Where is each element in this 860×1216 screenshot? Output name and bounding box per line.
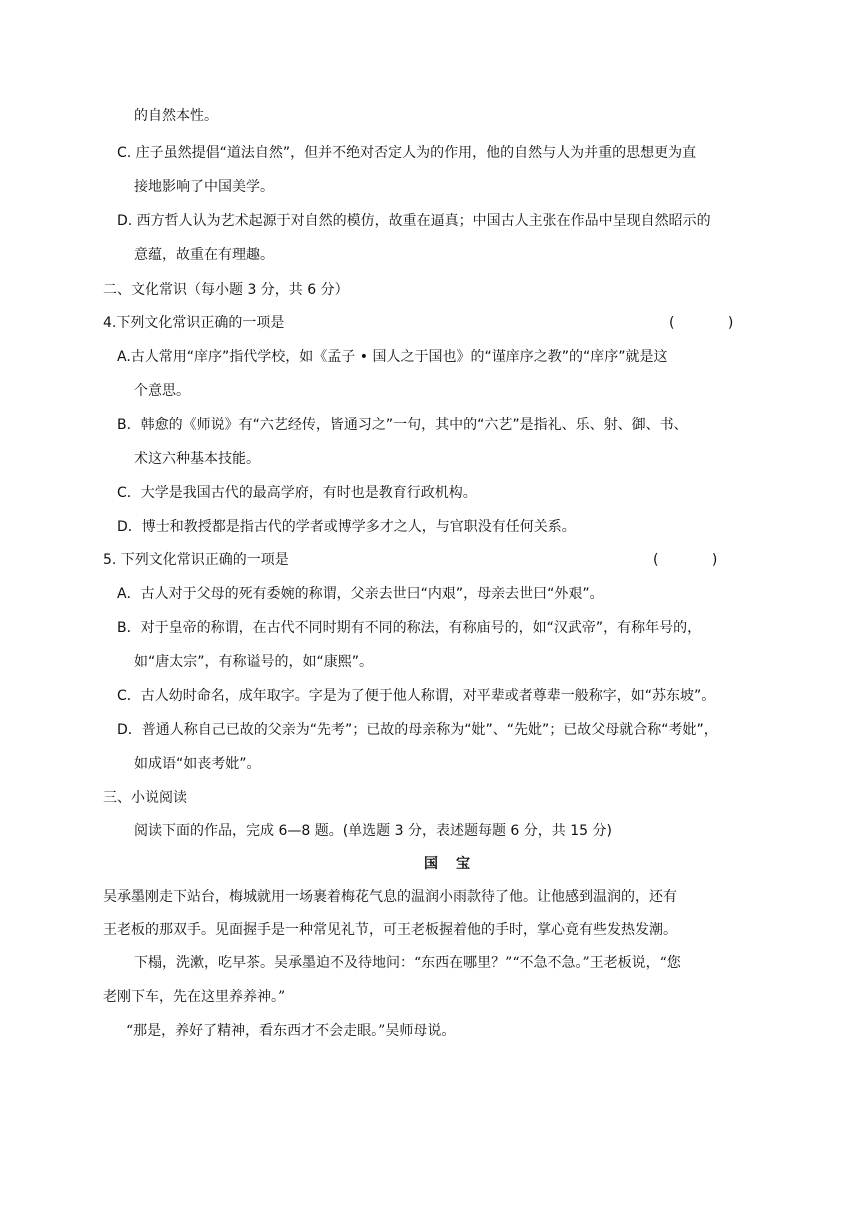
section3-heading: 三、小说阅读: [103, 790, 187, 806]
story-paragraph-1-line1: 吴承墨刚走下站台，梅城就用一场裹着梅花气息的温润小雨款待了他。让他感到温润的，还有: [103, 889, 677, 905]
section3-instruction: 阅读下面的作品，完成 6—8 题。(单选题 3 分，表述题每题 6 分，共 15 分): [134, 823, 612, 839]
q5-option-b-line1: B．对于皇帝的称谓，在古代不同时期有不同的称法，有称庙号的，如“汉武帝”，有称年号的，: [117, 620, 702, 636]
q4-option-a-line1: A.古人常用“庠序”指代学校，如《孟子 • 国人之于国也》的“谨庠序之教”的“庠序”就是这: [117, 349, 668, 365]
section2-heading: 二、文化常识（每小题 3 分，共 6 分）: [103, 282, 349, 298]
q5-option-d-line1: D．普通人称自己已故的父亲为“先考”；已故的母亲称为“妣”、“先妣”；已故父母就合称“考妣”，: [117, 722, 718, 738]
q4-stem: 4.下列文化常识正确的一项是: [103, 315, 285, 331]
story-paragraph-3: “那是，养好了精神，看东西才不会走眼。”吴师母说。: [126, 1023, 456, 1039]
q3-option-c-line1: C. 庄子虽然提倡“道法自然”，但并不绝对否定人为的作用，他的自然与人为并重的思想更为直: [117, 145, 697, 161]
q5-answer-blank: ( ): [653, 552, 718, 568]
q5-option-b-line2: 如“唐太宗”，有称谥号的，如“康熙”。: [134, 654, 374, 670]
story-title: 国宝: [424, 856, 488, 872]
q3-option-d-line1: D. 西方哲人认为艺术起源于对自然的模仿，故重在逼真；中国古人主张在作品中呈现自然昭示的: [117, 213, 711, 229]
q4-option-a-line2: 个意思。: [134, 383, 190, 399]
story-paragraph-2-line2: 老刚下车，先在这里养养神。”: [103, 989, 286, 1005]
q5-option-c: C．古人幼时命名，成年取字。字是为了便于他人称谓，对平辈或者尊辈一般称字，如“苏东坡”。: [117, 688, 716, 704]
q5-option-a: A．古人对于父母的死有委婉的称谓，父亲去世曰“内艰”，母亲去世曰“外艰”。: [117, 586, 604, 602]
q4-option-c: C．大学是我国古代的最高学府，有时也是教育行政机构。: [117, 485, 477, 501]
q5-stem: 5. 下列文化常识正确的一项是: [103, 552, 289, 568]
q4-option-b-line2: 术这六种基本技能。: [134, 451, 260, 467]
q4-answer-blank: ( ): [669, 315, 734, 331]
q4-option-b-line1: B．韩愈的《师说》有“六艺经传，皆通习之”一句，其中的“六艺”是指礼、乐、射、御、书、: [117, 417, 688, 433]
story-paragraph-2-line1: 下榻，洗漱，吃早茶。吴承墨迫不及待地问：“东西在哪里？”“不急不急。”王老板说，“您: [134, 955, 681, 971]
story-paragraph-1-line2: 王老板的那双手。见面握手是一种常见礼节，可王老板握着他的手时，掌心竟有些发热发潮。: [103, 922, 677, 938]
q3-option-c-line2: 接地影响了中国美学。: [134, 179, 274, 195]
q5-option-d-line2: 如成语“如丧考妣”。: [134, 756, 261, 772]
q3-option-d-line2: 意蕴，故重在有理趣。: [134, 247, 274, 263]
q4-option-d: D．博士和教授都是指古代的学者或博学多才之人，与官职没有任何关系。: [117, 519, 576, 535]
q3-option-b-continued: 的自然本性。: [134, 108, 218, 124]
